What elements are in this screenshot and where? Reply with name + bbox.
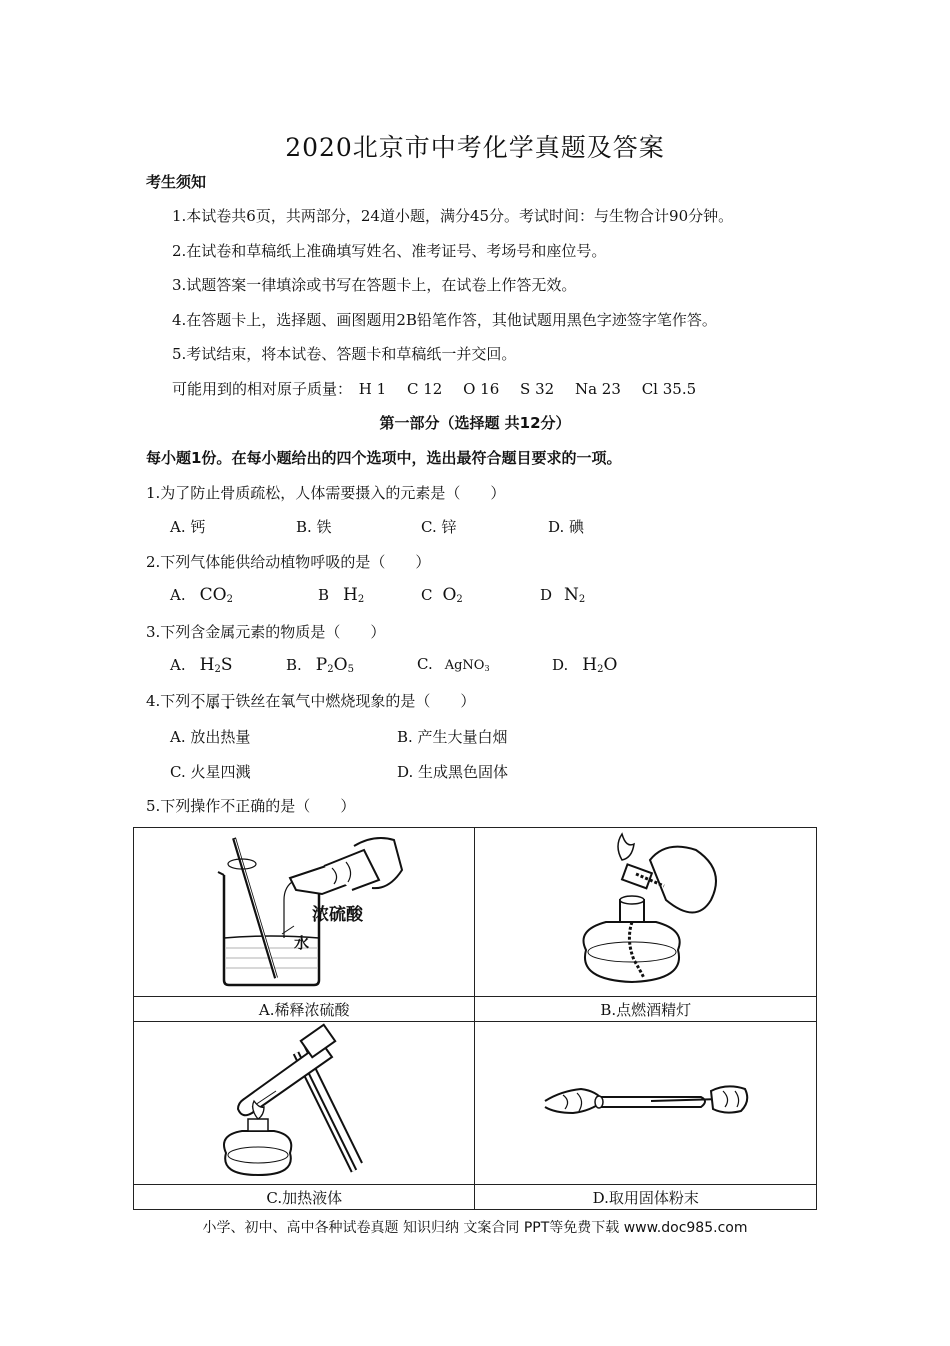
q5-figure-table bbox=[133, 827, 817, 1210]
atomic-mass-na: Na 23 bbox=[574, 380, 621, 398]
figure-d-cell bbox=[475, 1022, 817, 1185]
notice-2: 2.在试卷和草稿纸上准确填写姓名、准考证号、考场号和座位号。 bbox=[172, 242, 607, 260]
q3-option-d: D. $H_2O$ bbox=[552, 655, 618, 675]
q1-stem: 1.为了防止骨质疏松，人体需要摄入的元素是（ ） bbox=[146, 484, 506, 502]
atomic-masses-label: 可能用到的相对原子质量： bbox=[172, 380, 353, 398]
caption-c: C.加热液体 bbox=[134, 1185, 475, 1210]
q3-option-c: C. AgNO$_3$ bbox=[417, 655, 490, 673]
q4-emph-1: 不 bbox=[190, 692, 206, 710]
atomic-mass-s: S 32 bbox=[520, 380, 555, 398]
figure-a-cell bbox=[134, 828, 475, 997]
q1-option-b: B. 铁 bbox=[296, 518, 332, 536]
notice-1: 1.本试卷共6页，共两部分，24道小题，满分45分。考试时间：与生物合计90分钟。 bbox=[172, 207, 734, 225]
q2-option-c: C $O_2$ bbox=[421, 585, 463, 605]
q3-option-a: A. $H_2S$ bbox=[170, 655, 233, 675]
heat-liquid-illustration bbox=[204, 1023, 404, 1179]
atomic-masses-line bbox=[172, 378, 696, 399]
part1-instruction: 每小题1份。在每小题给出的四个选项中，选出最符合题目要求的一项。 bbox=[146, 449, 622, 467]
q2-option-b: B $H_2$ bbox=[318, 585, 365, 605]
label-conc-acid: 浓硫酸 bbox=[312, 905, 364, 925]
dilute-acid-illustration bbox=[204, 830, 404, 990]
q4-emph-3: 于 bbox=[220, 692, 236, 710]
caption-a: A.稀释浓硫酸 bbox=[134, 997, 475, 1022]
figure-c-cell bbox=[134, 1022, 475, 1185]
q4-option-c: C. 火星四溅 bbox=[170, 763, 251, 781]
q4-emph-2: 属 bbox=[205, 692, 221, 710]
q4-option-b: B. 产生大量白烟 bbox=[397, 728, 508, 746]
q1-option-c: C. 锌 bbox=[421, 518, 457, 536]
q2-option-d: D $N_2$ bbox=[540, 585, 586, 605]
q3-stem: 3.下列含金属元素的物质是（ ） bbox=[146, 623, 386, 641]
q4-option-a: A. 放出热量 bbox=[170, 728, 251, 746]
notice-heading: 考生须知 bbox=[146, 173, 207, 191]
caption-b: B.点燃酒精灯 bbox=[475, 997, 817, 1022]
notice-4: 4.在答题卡上，选择题、画图题用2B铅笔作答，其他试题用黑色字迹签字笔作答。 bbox=[172, 311, 717, 329]
atomic-mass-cl: Cl 35.5 bbox=[641, 380, 697, 398]
page-title: 2020北京市中考化学真题及答案 bbox=[285, 133, 665, 162]
q4-option-d: D. 生成黑色固体 bbox=[397, 763, 509, 781]
take-powder-illustration bbox=[541, 1061, 751, 1141]
notice-3: 3.试题答案一律填涂或书写在答题卡上，在试卷上作答无效。 bbox=[172, 276, 577, 294]
atomic-mass-o: O 16 bbox=[463, 380, 500, 398]
figure-b-cell bbox=[475, 828, 817, 997]
notice-5: 5.考试结束，将本试卷、答题卡和草稿纸一并交回。 bbox=[172, 345, 517, 363]
atomic-mass-h: H 1 bbox=[358, 380, 387, 398]
atomic-mass-c: C 12 bbox=[406, 380, 443, 398]
footer-text: 小学、初中、高中各种试卷真题 知识归纳 文案合同 PPT等免费下载 www.doc985.com bbox=[202, 1220, 748, 1236]
q2-option-a: A. $CO_2$ bbox=[170, 585, 233, 605]
q3-option-b: B. $P_2O_5$ bbox=[286, 655, 354, 675]
q2-stem: 2.下列气体能供给动植物呼吸的是（ ） bbox=[146, 553, 431, 571]
q1-option-a: A. 钙 bbox=[170, 518, 206, 536]
q1-option-d: D. 碘 bbox=[548, 518, 585, 536]
q5-stem: 5.下列操作不正确的是（ ） bbox=[146, 797, 356, 815]
caption-d: D.取用固体粉末 bbox=[475, 1185, 817, 1210]
alcohol-lamp-illustration bbox=[556, 830, 736, 990]
q4-stem: 4.下列不属于铁丝在氧气中燃烧现象的是（ ） bbox=[146, 692, 476, 710]
label-water: 水 bbox=[294, 934, 310, 952]
part1-heading: 第一部分（选择题 共12分） bbox=[379, 414, 571, 432]
